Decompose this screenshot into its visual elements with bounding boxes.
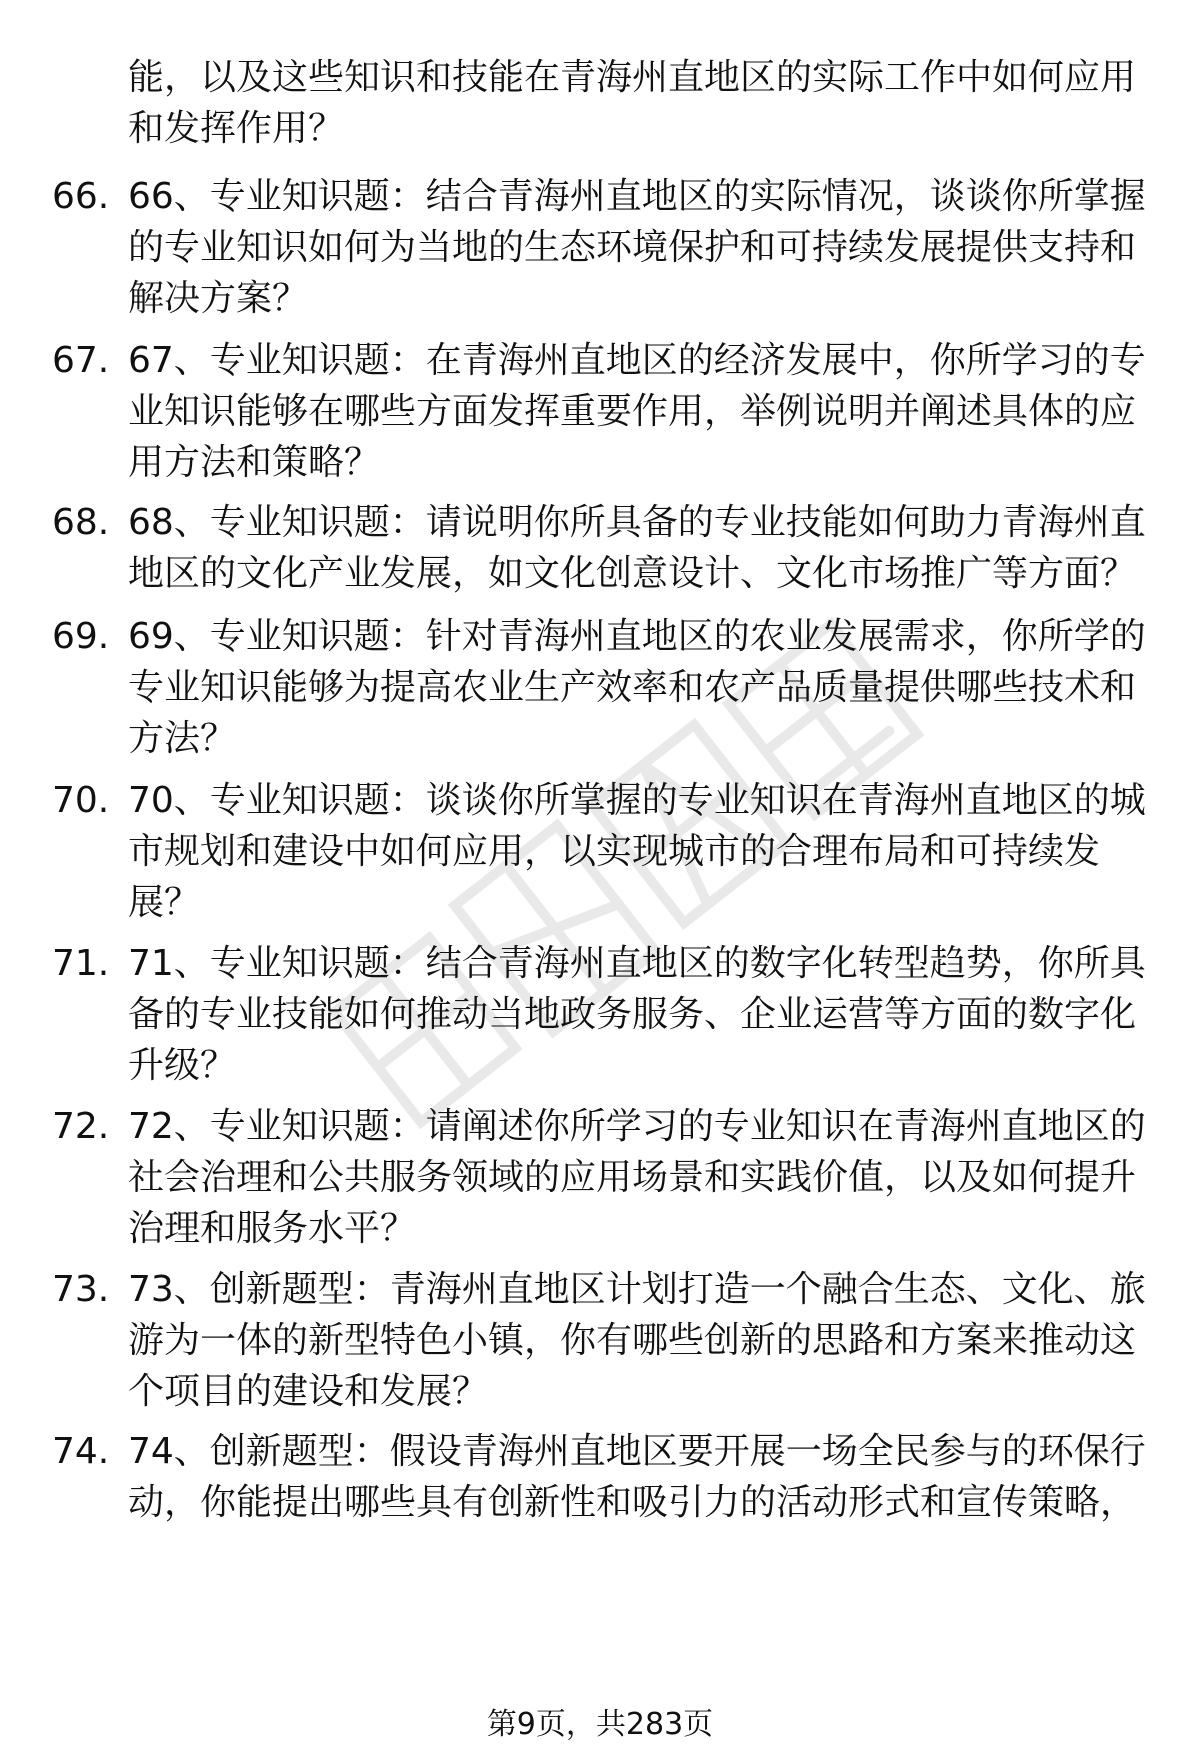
item-line: 市规划和建设中如何应用，以实现城市的合理布局和可持续发 — [128, 831, 1101, 872]
item-line: 个项目的建设和发展？ — [128, 1371, 489, 1412]
item-line: 动，你能提出哪些具有创新性和吸引力的活动形式和宣传策略， — [128, 1482, 1137, 1523]
item-number: 74. — [52, 1431, 110, 1472]
item-line: 用方法和策略？ — [128, 442, 381, 483]
continuation-line: 和发挥作用？ — [128, 108, 345, 149]
item-line: 治理和服务水平？ — [128, 1208, 417, 1249]
item-line: 74、创新题型：假设青海州直地区要开展一场全民参与的环保行 — [128, 1431, 1146, 1472]
item-line: 业知识能够在哪些方面发挥重要作用，举例说明并阐述具体的应 — [128, 391, 1137, 432]
item-line: 方法？ — [128, 718, 237, 759]
item-number: 67. — [52, 340, 110, 381]
item-number: 70. — [52, 780, 110, 821]
page-footer: 第9页，共283页 — [486, 1707, 714, 1742]
item-number: 71. — [52, 943, 110, 984]
continuation-line: 能，以及这些知识和技能在青海州直地区的实际工作中如何应用 — [128, 57, 1137, 98]
item-number: 66. — [52, 176, 110, 217]
item-number: 68. — [52, 502, 110, 543]
item-line: 专业知识能够为提高农业生产效率和农产品质量提供哪些技术和 — [128, 667, 1137, 708]
item-line: 66、专业知识题：结合青海州直地区的实际情况，谈谈你所掌握 — [128, 176, 1146, 217]
item-line: 升级？ — [128, 1045, 237, 1086]
item-line: 备的专业技能如何推动当地政务服务、企业运营等方面的数字化 — [128, 994, 1137, 1035]
item-line: 73、创新题型：青海州直地区计划打造一个融合生态、文化、旅 — [128, 1269, 1146, 1310]
item-number: 73. — [52, 1269, 110, 1310]
item-line: 72、专业知识题：请阐述你所学习的专业知识在青海州直地区的 — [128, 1106, 1146, 1147]
item-line: 70、专业知识题：谈谈你所掌握的专业知识在青海州直地区的城 — [128, 780, 1146, 821]
item-line: 69、专业知识题：针对青海州直地区的农业发展需求，你所学的 — [128, 616, 1146, 657]
item-line: 地区的文化产业发展，如文化创意设计、文化市场推广等方面？ — [128, 553, 1137, 594]
item-line: 解决方案？ — [128, 278, 309, 319]
item-line: 的专业知识如何为当地的生态环境保护和可持续发展提供支持和 — [128, 227, 1137, 268]
item-line: 67、专业知识题：在青海州直地区的经济发展中，你所学习的专 — [128, 340, 1146, 381]
item-line: 游为一体的新型特色小镇，你有哪些创新的思路和方案来推动这 — [128, 1320, 1137, 1361]
item-line: 社会治理和公共服务领域的应用场景和实践价值，以及如何提升 — [128, 1157, 1137, 1198]
item-line: 展？ — [128, 882, 201, 923]
item-number: 69. — [52, 616, 110, 657]
item-line: 68、专业知识题：请说明你所具备的专业技能如何助力青海州直 — [128, 502, 1146, 543]
item-number: 72. — [52, 1106, 110, 1147]
item-line: 71、专业知识题：结合青海州直地区的数字化转型趋势，你所具 — [128, 943, 1146, 984]
